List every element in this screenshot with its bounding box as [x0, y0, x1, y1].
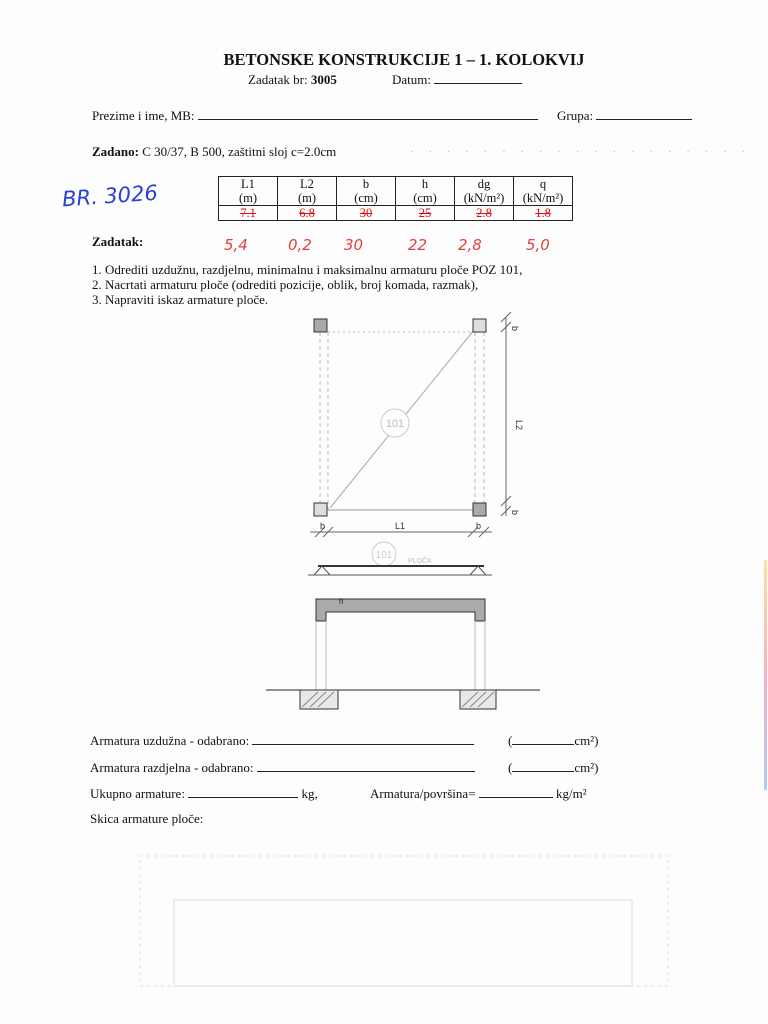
document-title: BETONSKE KONSTRUKCIJE 1 – 1. KOLOKVIJ: [223, 50, 585, 69]
handwritten-value-L2: 0,2: [288, 236, 312, 254]
scan-edge-artifact: [764, 560, 767, 790]
assignment-label: Zadatak br:: [248, 72, 308, 87]
dim-b-label-left: b: [320, 521, 326, 531]
handwritten-value-q: 5,0: [526, 236, 550, 254]
handwritten-value-h: 22: [408, 236, 428, 254]
header-L1: L1 (m): [219, 177, 278, 206]
header-q: q (kN/m²): [514, 177, 573, 206]
position-label: 101: [385, 418, 405, 430]
dim-b-label-bottom: b: [510, 510, 520, 516]
handwritten-value-dg: 2,8: [458, 236, 482, 254]
header-b: b (cm): [337, 177, 396, 206]
column-top-left: [314, 319, 327, 332]
student-name-label: Prezime i ime, MB:: [92, 108, 195, 123]
per-area-unit: kg/m²: [556, 786, 587, 801]
support-left: [314, 566, 330, 575]
total-field[interactable]: [188, 797, 298, 798]
longitudinal-field[interactable]: [252, 744, 474, 745]
distribution-field[interactable]: [257, 771, 475, 772]
handwritten-note: BR. 3026: [61, 180, 159, 212]
date-label: Datum:: [392, 72, 431, 87]
list-item: 3. Napraviti iskaz armature ploče.: [92, 292, 269, 307]
longitudinal-label: Armatura uzdužna - odabrano:: [90, 733, 250, 748]
scan-dots: · · · · · · · · · · · · · · · · · · ·: [410, 146, 752, 158]
table-cell: 25: [396, 206, 455, 221]
per-area-line: [370, 786, 587, 802]
longitudinal-unit: ( cm²): [508, 733, 599, 748]
sketch-label: Skica armature ploče:: [90, 811, 204, 826]
distribution-line: [90, 760, 475, 776]
tasks-label: Zadatak:: [92, 234, 144, 249]
table-cell: 7.1: [219, 206, 278, 221]
cross-section: [266, 599, 540, 709]
group-label: Grupa:: [557, 108, 594, 123]
column-bottom-left: [314, 503, 327, 516]
longitudinal-area-field[interactable]: [512, 744, 574, 745]
column-bottom-right: [473, 503, 486, 516]
support-right: [470, 566, 486, 575]
handwritten-value-b: 30: [344, 236, 364, 254]
sketch-inner-frame: [174, 900, 632, 986]
total-unit: kg,: [301, 786, 318, 801]
given-text: C 30/37, B 500, zaštitni sloj c=2.0cm: [142, 144, 337, 159]
table-cell: 1.8: [514, 206, 573, 221]
header-h: h (cm): [396, 177, 455, 206]
dim-b-label-right: b: [476, 521, 482, 531]
table-cell: 2.8: [455, 206, 514, 221]
dim-b-label-top: b: [510, 326, 520, 332]
distribution-area-field[interactable]: [512, 771, 574, 772]
longitudinal-line: [90, 733, 474, 749]
per-area-label: Armatura/površina=: [370, 786, 476, 801]
total-line: [90, 786, 318, 802]
dim-L1-label: L1: [394, 521, 406, 531]
plate-label: PLOČA: [408, 558, 432, 565]
header-L2: L2 (m): [278, 177, 337, 206]
sketch-frame: [140, 856, 668, 986]
dim-h-label: h: [339, 597, 344, 606]
per-area-field[interactable]: [479, 797, 553, 798]
sketch-outer-frame: [140, 856, 668, 986]
list-item: 1. Odrediti uzdužnu, razdjelnu, minimalnu i maksimalnu armaturu ploče POZ 101,: [92, 262, 523, 277]
distribution-label: Armatura razdjelna - odabrano:: [90, 760, 254, 775]
given-label: Zadano:: [92, 144, 139, 159]
static-scheme: [308, 542, 492, 575]
distribution-unit: ( cm²): [508, 760, 599, 775]
assignment-number: 3005: [310, 72, 337, 87]
table-cell: 6.8: [278, 206, 337, 221]
total-label: Ukupno armature:: [90, 786, 185, 801]
list-item: 2. Nacrtati armaturu ploče (odrediti pozicije, oblik, broj komada, razmak),: [92, 277, 479, 292]
plan-view: [310, 312, 511, 537]
header-dg: dg (kN/m²): [455, 177, 514, 206]
scheme-position-label: 101: [375, 550, 393, 561]
table-cell: 30: [337, 206, 396, 221]
dim-L2-label: L2: [514, 420, 524, 431]
column-top-right: [473, 319, 486, 332]
handwritten-value-L1: 5,4: [224, 236, 248, 254]
